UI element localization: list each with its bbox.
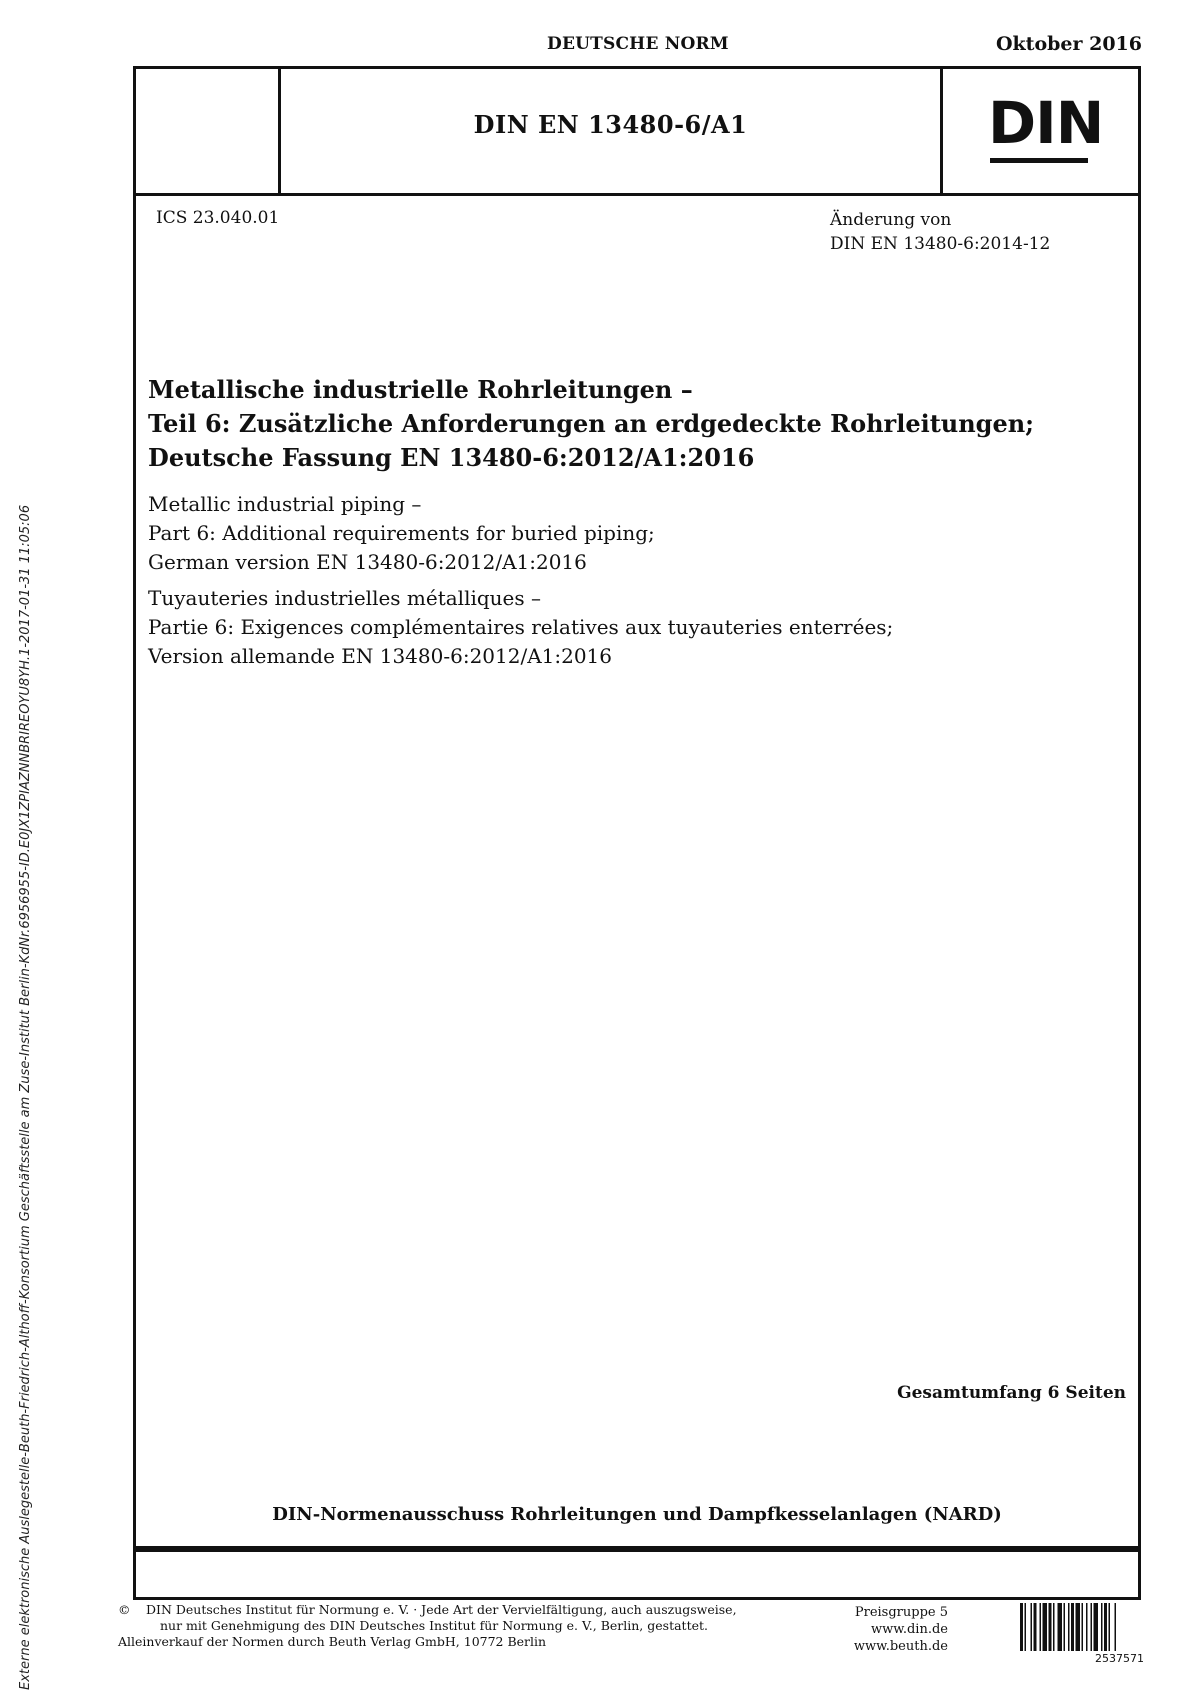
- din-logo-underline: [990, 158, 1088, 163]
- barcode: [1020, 1603, 1144, 1651]
- title-en-line: German version EN 13480-6:2012/A1:2016: [148, 550, 587, 574]
- copyright-line: DIN Deutsches Institut für Normung e. V. · Jede Art der Vervielfältigung, auch auszugsweise,: [146, 1602, 737, 1617]
- title-de-line: Deutsche Fassung EN 13480-6:2012/A1:2016: [148, 443, 755, 472]
- header-divider-right: [940, 66, 943, 196]
- copyright-line: nur mit Genehmigung des DIN Deutsches Institut für Normung e. V., Berlin, gestattet.: [160, 1618, 708, 1633]
- din-logo: [988, 89, 1104, 166]
- distribution-line: Alleinverkauf der Normen durch Beuth Verlag GmbH, 10772 Berlin: [118, 1634, 547, 1649]
- side-watermark: Externe elektronische Auslegestelle-Beuth-Friedrich-Althoff-Konsortium Geschäftsstelle am Zuse-Institut Berlin-KdNr.6956955-ID.E0JX1ZPIAZNNBRIREOYU8YH.1-2017-01-31 11:05:06: [18, 504, 33, 1690]
- website-link[interactable]: www.din.de: [871, 1622, 948, 1637]
- lower-box: [133, 1549, 1141, 1600]
- norm-type-label: DEUTSCHE NORM: [547, 34, 729, 54]
- document-number: DIN EN 13480-6/A1: [473, 110, 748, 139]
- title-english: [148, 490, 655, 577]
- din-logo-text: DIN: [988, 89, 1104, 157]
- title-en-line: Metallic industrial piping –: [148, 492, 422, 516]
- title-fr-line: Partie 6: Exigences complémentaires relatives aux tuyauteries enterrées;: [148, 615, 894, 639]
- barcode-number: 2537571: [1095, 1652, 1144, 1665]
- title-french: [148, 584, 893, 671]
- title-german: [148, 373, 1034, 475]
- title-de-line: Metallische industrielle Rohrleitungen –: [148, 375, 693, 404]
- title-en-line: Part 6: Additional requirements for buried piping;: [148, 521, 655, 545]
- ics-code: ICS 23.040.01: [156, 208, 280, 228]
- amendment-label: Änderung von: [830, 210, 952, 230]
- title-de-line: Teil 6: Zusätzliche Anforderungen an erdgedeckte Rohrleitungen;: [148, 409, 1035, 438]
- total-pages: Gesamtumfang 6 Seiten: [897, 1383, 1126, 1403]
- title-fr-line: Tuyauteries industrielles métalliques –: [148, 586, 542, 610]
- price-group: Preisgruppe 5: [854, 1605, 948, 1620]
- publication-date: Oktober 2016: [995, 33, 1142, 55]
- standards-committee: DIN-Normenausschuss Rohrleitungen und Dampfkesselanlagen (NARD): [272, 1504, 1002, 1525]
- amendment-info: [830, 208, 1050, 256]
- document-frame: [133, 66, 1141, 1549]
- amended-document: DIN EN 13480-6:2014-12: [830, 234, 1051, 254]
- price-info: [848, 1604, 948, 1655]
- copyright-icon: ©: [118, 1602, 131, 1617]
- website-link[interactable]: www.beuth.de: [853, 1639, 948, 1654]
- title-fr-line: Version allemande EN 13480-6:2012/A1:2016: [148, 644, 613, 668]
- copyright-notice: [118, 1602, 737, 1650]
